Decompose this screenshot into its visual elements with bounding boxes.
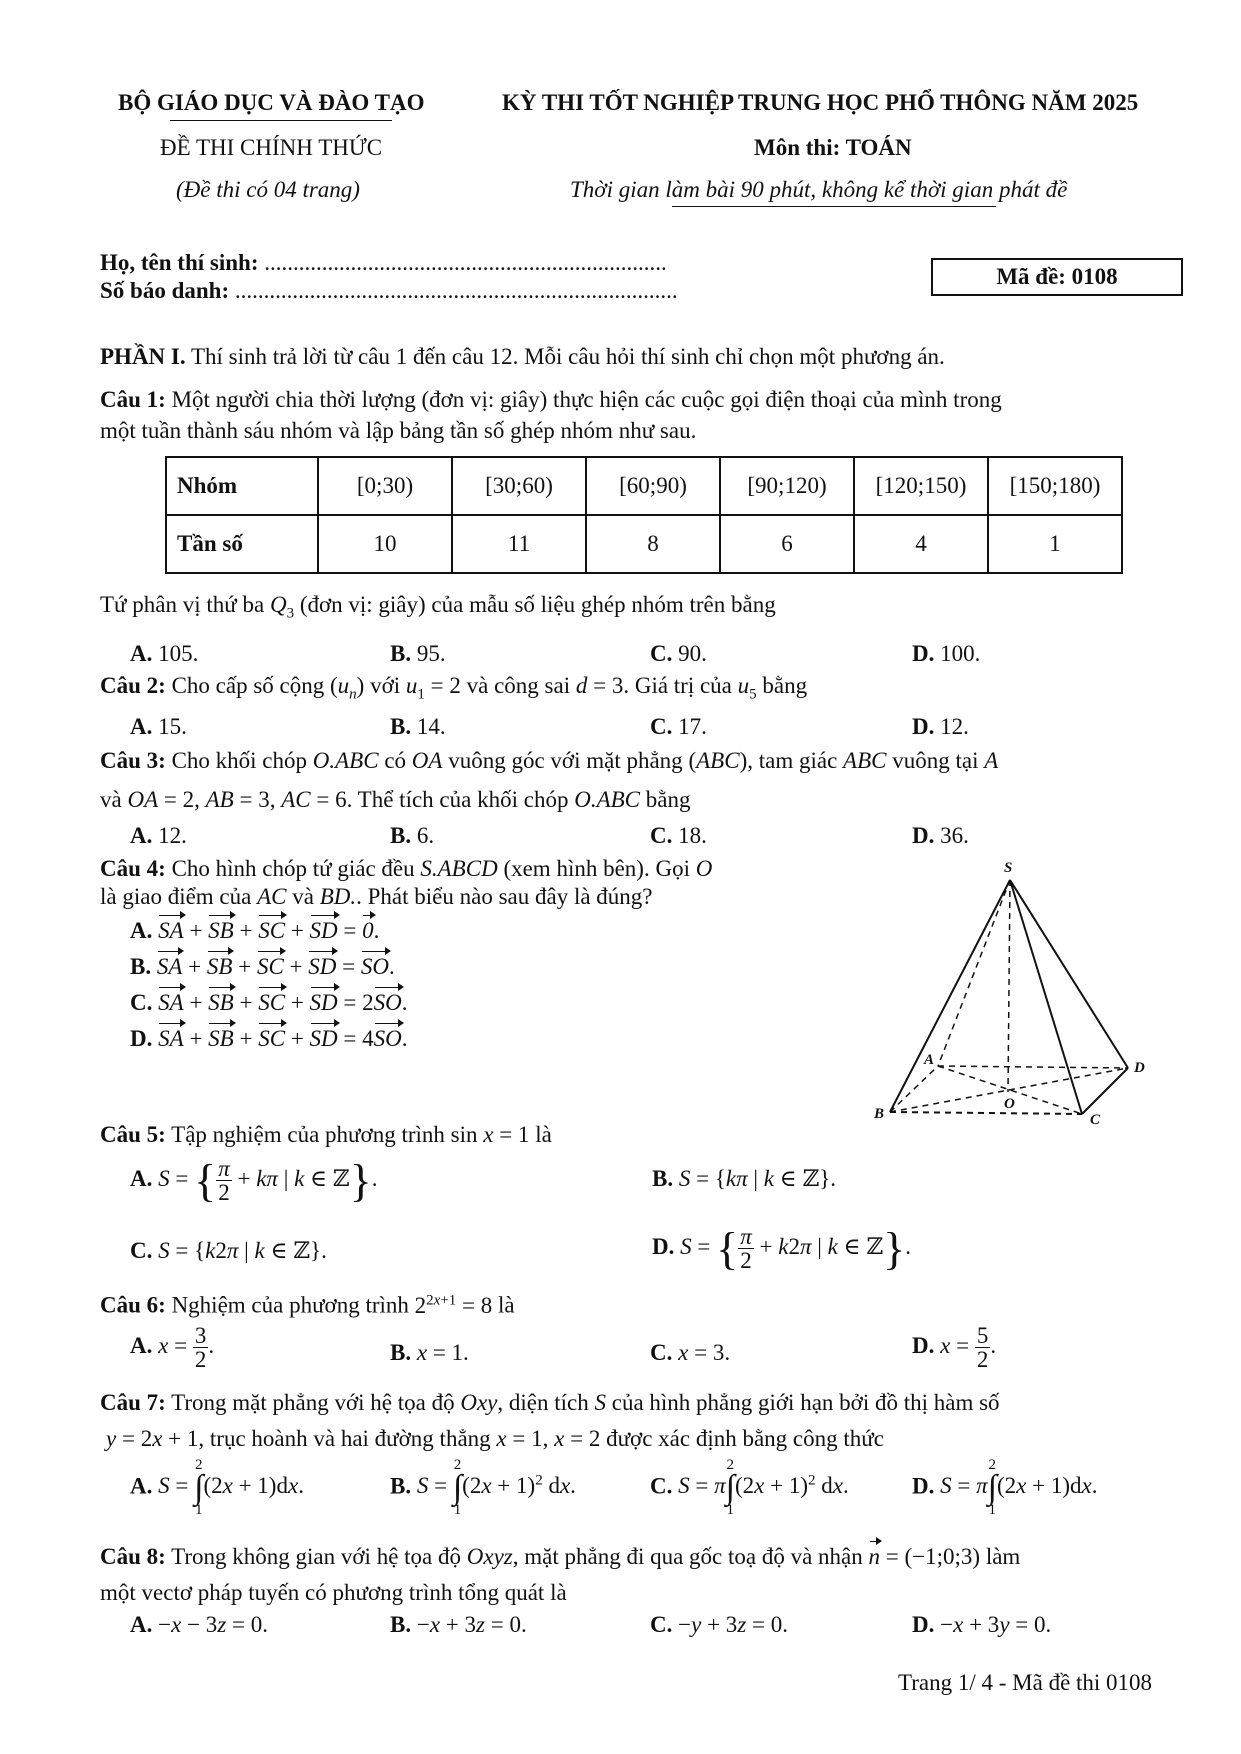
- q7-option-d[interactable]: [912, 1458, 1097, 1518]
- table-head-group: Nhóm: [166, 457, 318, 515]
- option-letter: B.: [390, 823, 412, 848]
- q3-line2-b: . Thể tích của khối chóp: [346, 787, 575, 812]
- option-math: −x + 3y = 0.: [940, 1612, 1052, 1637]
- q4-option-b[interactable]: [130, 954, 395, 980]
- option-letter: A.: [130, 918, 153, 943]
- q4-option-a[interactable]: [130, 918, 379, 944]
- q4-math-ac: AC: [257, 884, 287, 909]
- q6-option-c[interactable]: [650, 1340, 730, 1366]
- q7-line2-b: được xác định bằng công thức: [600, 1426, 884, 1451]
- q3-option-a[interactable]: [130, 823, 187, 849]
- exam-title: KỲ THI TỐT NGHIỆP TRUNG HỌC PHỔ THÔNG NĂM 2025: [502, 90, 1139, 115]
- q7-label: Câu 7:: [100, 1390, 166, 1415]
- q3-option-b[interactable]: [390, 823, 434, 849]
- edge-sc: [1010, 880, 1082, 1114]
- q3-math-pyramid: O.ABC: [312, 748, 379, 773]
- q2-text-e: bằng: [756, 673, 808, 698]
- candidate-name-row: [100, 250, 667, 276]
- candidate-id-row: [100, 278, 678, 304]
- option-math: SA + SB + SC + SD = 0.: [158, 918, 380, 943]
- option-letter: D.: [130, 1026, 153, 1051]
- option-math: S = {kπ | k ∈ ℤ}.: [678, 1166, 837, 1191]
- q7-option-a[interactable]: [130, 1458, 304, 1518]
- option-letter: C.: [650, 1340, 673, 1365]
- option-letter: A.: [130, 1332, 153, 1358]
- edge-bc: [890, 1112, 1082, 1114]
- q7-math-lines: x = 1, x = 2: [496, 1426, 601, 1451]
- label-o: O: [1004, 1096, 1015, 1112]
- part1-label: PHẦN I.: [100, 344, 186, 369]
- option-math: S = 2 ∫ $1(2x + 1)^2$ dx.: [416, 1457, 576, 1518]
- q3-text-a: Cho khối chóp: [165, 748, 313, 773]
- option-math: SA + SB + SC + SD = 4SO.: [158, 1026, 408, 1051]
- option-letter: B.: [390, 1473, 412, 1499]
- time-note: Thời gian làm bài 90 phút, không kể thời gian phát đề: [570, 177, 1068, 202]
- q4-line2-a: là giao điểm của: [100, 884, 258, 909]
- frequency-table: [165, 456, 1123, 574]
- q2-text-d: . Giá trị của: [623, 673, 738, 698]
- option-letter: D.: [912, 641, 935, 666]
- option-letter: A.: [130, 1165, 153, 1191]
- q1-option-a[interactable]: [130, 641, 198, 667]
- option-letter: A.: [130, 1473, 153, 1499]
- option-letter: B.: [390, 641, 412, 666]
- option-math: S = { $\frac{\pi}{2}$ + kπ | k ∈ ℤ}.: [158, 1155, 378, 1206]
- q3-text-e: vuông tại: [886, 748, 985, 773]
- q6-text-a: Nghiệm của phương trình: [165, 1292, 415, 1318]
- part1-text: Thí sinh trả lời từ câu 1 đến câu 12. Mỗi câu hỏi thí sinh chỉ chọn một phương án.: [185, 344, 945, 369]
- option-letter: A.: [130, 823, 153, 848]
- q4-option-d[interactable]: [130, 1026, 408, 1052]
- q5-option-b[interactable]: [652, 1166, 836, 1192]
- q3-math-a: A: [984, 748, 999, 773]
- q4-math-o: O: [695, 856, 713, 881]
- option-letter: D.: [912, 1473, 935, 1499]
- table-cell: 8: [586, 515, 720, 573]
- q7-stem-line2: [106, 1426, 884, 1452]
- q4-stem-line1: [100, 856, 712, 882]
- option-math: x = 1.: [416, 1340, 469, 1365]
- option-math: S = { $\frac{\pi}{2}$ + k2π | k ∈ ℤ}.: [680, 1223, 911, 1274]
- option-text: 36.: [940, 823, 969, 848]
- q2-math-d: d = 3: [575, 673, 624, 698]
- q7-option-b[interactable]: [390, 1458, 576, 1518]
- q8-stem-line1: [100, 1544, 1020, 1570]
- q2-math-u1: $u_1 = 2$: [405, 673, 461, 703]
- table-cell: [90;120): [720, 457, 854, 515]
- option-letter: B.: [130, 954, 152, 979]
- option-math: −x − 3z = 0.: [158, 1612, 268, 1637]
- q3-line2-a: và: [100, 787, 128, 812]
- option-text: 14.: [416, 714, 446, 739]
- q7-stem-line1: [100, 1390, 1000, 1416]
- q3-math-lengths: OA = 2, AB = 3, AC = 6: [127, 787, 347, 812]
- pyramid-figure: [870, 860, 1160, 1130]
- q1-stem-b: (đơn vị: giây) của mẫu số liệu ghép nhóm trên bằng: [294, 592, 776, 617]
- option-text: 12.: [158, 823, 187, 848]
- label-s: S: [1004, 860, 1013, 876]
- q8-math-oxyz: Oxyz: [466, 1544, 513, 1569]
- edge-sd: [1010, 880, 1128, 1068]
- q2-option-d[interactable]: [912, 714, 969, 740]
- q4-label: Câu 4:: [100, 856, 166, 881]
- candidate-id-label: Số báo danh:: [100, 278, 230, 303]
- edge-ab: [890, 1066, 938, 1112]
- table-row: [166, 457, 1122, 515]
- option-letter: C.: [650, 1612, 673, 1637]
- option-letter: B.: [390, 1612, 412, 1637]
- q8-option-c[interactable]: [650, 1612, 788, 1638]
- q3-option-d[interactable]: [912, 823, 969, 849]
- label-d: D: [1134, 1060, 1145, 1076]
- q5-stem: [100, 1122, 552, 1148]
- q5-option-a[interactable]: [130, 1154, 377, 1207]
- q6-option-a[interactable]: [130, 1324, 214, 1371]
- q4-text-b: (xem hình bên). Gọi: [497, 856, 696, 881]
- q2-math-u5: $u_5$: [737, 673, 757, 703]
- q3-math-plane: (ABC): [688, 748, 748, 773]
- option-letter: C.: [650, 641, 673, 666]
- option-letter: C.: [130, 990, 153, 1015]
- q1-stem-sub: 3: [286, 605, 295, 622]
- q4-math-bd: BD.: [319, 884, 357, 909]
- q2-text-b: với: [364, 673, 406, 698]
- option-letter: D.: [912, 823, 935, 848]
- edge-ad: [938, 1066, 1128, 1068]
- q2-text-c: và công sai: [460, 673, 576, 698]
- q4-text-a: Cho hình chóp tứ giác đều: [165, 856, 421, 881]
- q3-stem-line2: [100, 787, 690, 813]
- subject-label: Môn thi: TOÁN: [754, 135, 912, 160]
- candidate-id-field: .............................................................................: [234, 278, 678, 303]
- option-text: 6.: [416, 823, 435, 848]
- q3-math-abc: ABC: [843, 748, 887, 773]
- option-math: −x + 3z = 0.: [416, 1612, 527, 1637]
- option-math: x = $\frac{3}{2}$ .: [158, 1323, 215, 1372]
- q8-math-n: n = (−1;0;3): [868, 1544, 981, 1569]
- option-letter: C.: [130, 1238, 153, 1263]
- option-text: 15.: [158, 714, 187, 739]
- official-exam-label: ĐỀ THI CHÍNH THỨC: [160, 135, 383, 160]
- option-letter: C.: [650, 1473, 673, 1499]
- q2-stem: [100, 673, 807, 704]
- table-cell: 4: [854, 515, 988, 573]
- table-head-frequency: Tần số: [166, 515, 318, 573]
- ministry-underline: [170, 120, 392, 121]
- q1-stem-a: Tứ phân vị thứ ba: [100, 592, 270, 617]
- q2-option-a[interactable]: [130, 714, 187, 740]
- q3-option-c[interactable]: [650, 823, 707, 849]
- edge-sa: [938, 880, 1010, 1066]
- q7-text-c: của hình phẳng giới hạn bởi đồ thị hàm số: [605, 1390, 1000, 1415]
- option-math: SA + SB + SC + SD = 2SO.: [158, 990, 408, 1015]
- option-letter: A.: [130, 714, 153, 739]
- edge-so: [1008, 880, 1010, 1092]
- option-letter: B.: [390, 1340, 412, 1365]
- q4-stem-line2: [100, 884, 653, 910]
- q6-label: Câu 6:: [100, 1292, 166, 1318]
- q8-label: Câu 8:: [100, 1544, 166, 1569]
- option-letter: B.: [652, 1166, 674, 1191]
- option-letter: D.: [912, 714, 935, 739]
- table-cell: [60;90): [586, 457, 720, 515]
- q1-option-d[interactable]: [912, 641, 980, 667]
- option-text: 12.: [940, 714, 969, 739]
- candidate-name-label: Họ, tên thí sinh:: [100, 250, 259, 275]
- option-letter: B.: [390, 714, 412, 739]
- option-text: 17.: [678, 714, 707, 739]
- q2-math-seq: $(u_n)$: [329, 673, 365, 703]
- q7-text-a: Trong mặt phẳng với hệ tọa độ: [165, 1390, 461, 1415]
- q3-math-oa: OA: [411, 748, 443, 773]
- q5-text-a: Tập nghiệm của phương trình: [165, 1122, 451, 1147]
- q6-option-b[interactable]: [390, 1340, 469, 1366]
- q2-option-c[interactable]: [650, 714, 707, 740]
- q4-line2-b: và: [286, 884, 320, 909]
- q3-label: Câu 3:: [100, 748, 166, 773]
- q7-option-c[interactable]: [650, 1458, 849, 1518]
- q3-line2-c: bằng: [640, 787, 691, 812]
- option-letter: D.: [652, 1233, 675, 1259]
- option-math: SA + SB + SC + SD = SO.: [156, 954, 395, 979]
- table-cell: 6: [720, 515, 854, 573]
- q6-option-d[interactable]: [912, 1324, 996, 1371]
- option-math: S = π2 ∫ $1(2x + 1)^2$ dx.: [678, 1457, 849, 1518]
- option-math: S = {k2π | k ∈ ℤ}.: [158, 1238, 327, 1263]
- option-text: 18.: [678, 823, 707, 848]
- q3-stem-line1: [100, 748, 998, 774]
- q1-text-line1: Một người chia thời lượng (đơn vị: giây) thực hiện các cuộc gọi điện thoại của mình trong: [165, 387, 1002, 412]
- q4-option-c[interactable]: [130, 990, 408, 1016]
- edge-sb: [890, 880, 1010, 1112]
- q6-math-eq: $2^{2x+1} = 8$: [414, 1292, 493, 1318]
- q4-math-pyramid: S.ABCD: [420, 856, 498, 881]
- q8-text-b: , mặt phẳng đi qua gốc toạ độ và nhận: [512, 1544, 869, 1569]
- q7-line2-a: , trục hoành và hai đường thẳng: [198, 1426, 497, 1451]
- q7-text-b: , diện tích: [497, 1390, 595, 1415]
- candidate-name-field: ......................................................................: [264, 250, 667, 275]
- label-c: C: [1090, 1112, 1101, 1128]
- table-cell: 11: [452, 515, 586, 573]
- exam-code-box: Mã đề: 0108: [931, 258, 1183, 296]
- q8-text-c: làm: [980, 1544, 1021, 1569]
- q8-option-d[interactable]: [912, 1612, 1051, 1638]
- q1-option-b[interactable]: [390, 641, 446, 667]
- q7-math-func: y = 2x + 1: [106, 1426, 199, 1451]
- time-underline: [672, 206, 996, 207]
- option-text: 90.: [678, 641, 707, 666]
- q3-text-d: , tam giác: [747, 748, 844, 773]
- q2-label: Câu 2:: [100, 673, 166, 698]
- table-cell: [150;180): [988, 457, 1122, 515]
- page-footer: Trang 1/ 4 - Mã đề thi 0108: [898, 1670, 1153, 1695]
- q2-text-a: Cho cấp số cộng: [165, 673, 330, 698]
- q1-stem-q: Q: [269, 592, 287, 617]
- q5-text-b: là: [529, 1122, 552, 1147]
- q1-label: Câu 1:: [100, 387, 166, 412]
- table-row: [166, 515, 1122, 573]
- table-cell: 10: [318, 515, 452, 573]
- label-a: A: [924, 1052, 935, 1068]
- table-cell: [30;60): [452, 457, 586, 515]
- label-b: B: [874, 1106, 885, 1122]
- table-cell: 1: [988, 515, 1122, 573]
- q1-stem: [100, 592, 776, 623]
- q4-line2-c: . Phát biểu nào sau đây là đúng?: [356, 884, 653, 909]
- option-math: −y + 3z = 0.: [678, 1612, 788, 1637]
- option-letter: C.: [650, 714, 673, 739]
- ministry-name: BỘ GIÁO DỤC VÀ ĐÀO TẠO: [118, 90, 425, 115]
- q1-line2: một tuần thành sáu nhóm và lập bảng tần số ghép nhóm như sau.: [100, 418, 697, 443]
- q5-math-eq: sin x = 1: [450, 1122, 530, 1147]
- part1-instructions: [100, 344, 945, 370]
- q5-option-d[interactable]: [652, 1222, 911, 1275]
- q7-math-oxy: Oxy: [460, 1390, 498, 1415]
- q6-stem: [100, 1292, 515, 1319]
- option-letter: A.: [130, 1612, 153, 1637]
- option-text: 95.: [416, 641, 446, 666]
- option-letter: D.: [912, 1332, 935, 1358]
- option-math: x = 3.: [678, 1340, 731, 1365]
- q3-text-c: vuông góc với mặt phẳng: [442, 748, 689, 773]
- q1-line1: [100, 387, 1002, 413]
- q8-option-a[interactable]: [130, 1612, 268, 1638]
- q2-option-b[interactable]: [390, 714, 446, 740]
- option-letter: C.: [650, 823, 673, 848]
- q3-math-pyramid2: O.ABC: [574, 787, 641, 812]
- option-math: S = 2 ∫ 1(2x + 1)dx.: [158, 1457, 304, 1518]
- table-cell: [0;30): [318, 457, 452, 515]
- q5-option-c[interactable]: [130, 1238, 327, 1264]
- option-text: 105.: [158, 641, 199, 666]
- option-letter: A.: [130, 641, 153, 666]
- q8-stem-line2: một vectơ pháp tuyến có phương trình tổng quát là: [100, 1580, 567, 1605]
- option-text: 100.: [940, 641, 981, 666]
- table-cell: [120;150): [854, 457, 988, 515]
- option-math: S = π2 ∫ 1(2x + 1)dx.: [940, 1457, 1098, 1518]
- q5-label: Câu 5:: [100, 1122, 166, 1147]
- q8-text-a: Trong không gian với hệ tọa độ: [165, 1544, 467, 1569]
- pages-note: (Đề thi có 04 trang): [176, 177, 360, 202]
- q8-option-b[interactable]: [390, 1612, 527, 1638]
- option-letter: D.: [912, 1612, 935, 1637]
- option-math: x = $\frac{5}{2}$ .: [940, 1323, 997, 1372]
- q6-text-b: là: [492, 1292, 515, 1318]
- q1-option-c[interactable]: [650, 641, 707, 667]
- q3-text-b: có: [378, 748, 412, 773]
- q7-math-s: S: [594, 1390, 606, 1415]
